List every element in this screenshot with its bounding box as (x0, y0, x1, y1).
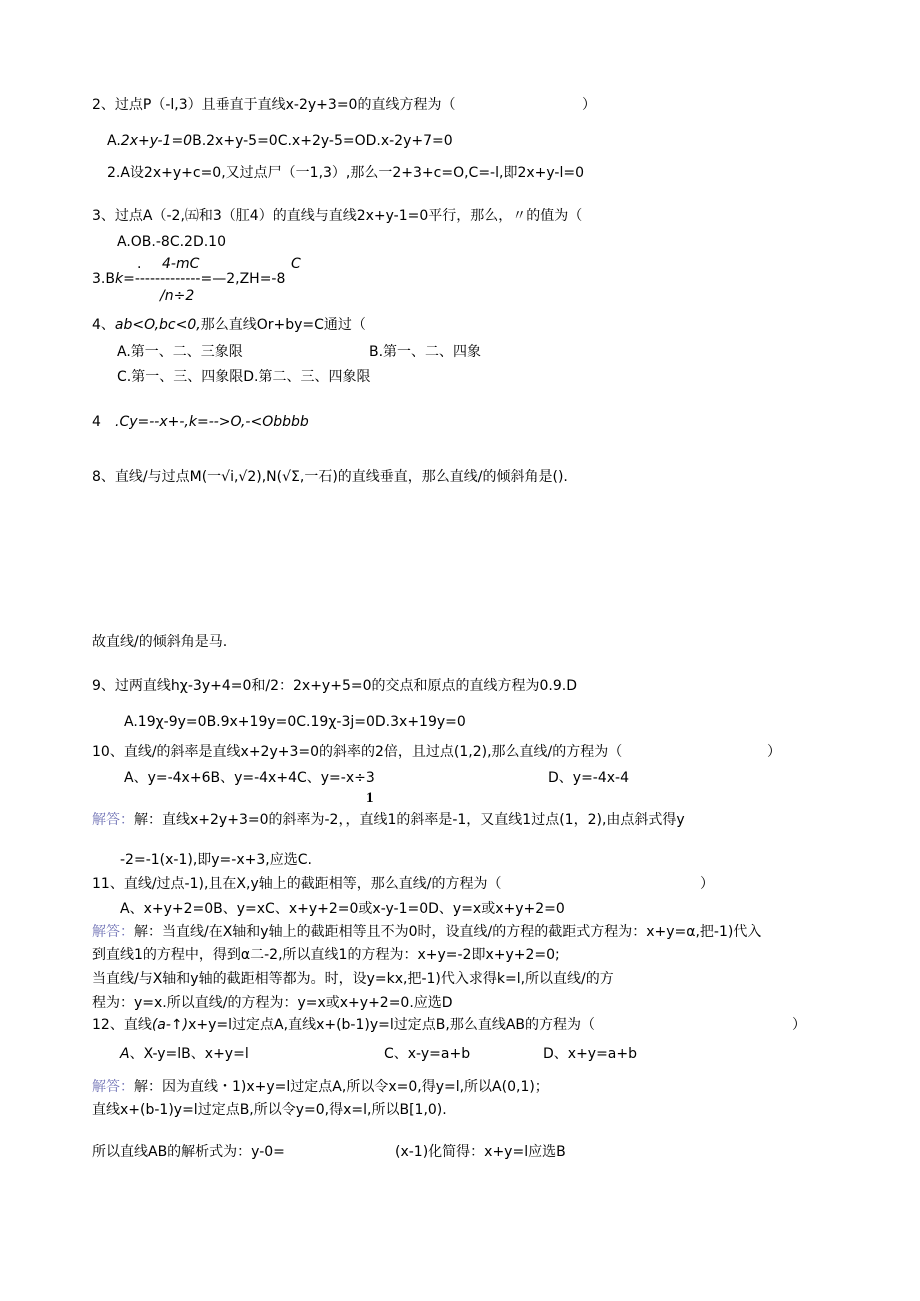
q3-solution-dot: . (137, 256, 142, 272)
q10-solution-text: 解：直线x+2y+3=0的斜率为-2，，直线1的斜率是-1，又直线1过点(1，2),由点斜式得y (134, 812, 685, 828)
q12-solution-line2: 直线x+(b-1)y=l过定点B,所以令y=0,得x=l,所以B[1,0). (92, 1102, 447, 1118)
q11-options: A、x+y+2=0B、y=xC、x+y+2=0或x-y-1=0D、y=x或x+y+2=0 (120, 901, 565, 917)
q11-solution-line1 (92, 923, 761, 941)
q3-solution-main (92, 270, 285, 288)
q2-text: 2、过点P（-l,3）且垂直于直线x-2y+3=0的直线方程为（ (92, 97, 456, 113)
q4-solution-number: 4 (92, 414, 101, 430)
q3-solution-prefix: 3.B (92, 271, 115, 287)
q4-solution: .Cy=--x+-,k=-->O,-<Obbbb (115, 414, 309, 430)
q10-solution-label: 解答： (92, 812, 134, 828)
q3-text: 3、过点A（-2,㈤和3（肛4）的直线与直线2x+y-1=0平行，那么，〃的值为（ (92, 208, 583, 224)
q4-rest: 那么直线Or+by=C通过（ (200, 317, 366, 333)
q3-solution-denominator: /n÷2 (160, 288, 195, 304)
q10-solution-cont: -2=-1(x-1),即y=-x+3,应选C. (120, 852, 312, 868)
q3-options: A.OB.-8C.2D.10 (117, 234, 226, 250)
q12-option-a-letter: A (120, 1046, 130, 1062)
q12-italic: (a-↑) (151, 1017, 189, 1033)
q10-close-paren: ） (767, 744, 781, 760)
q2-options (107, 132, 453, 150)
q4-option-a: A.第一、二、三象限 (117, 344, 243, 360)
q12-solution-line1 (92, 1078, 549, 1096)
q3-solution-numerator: 4-mC (162, 256, 200, 272)
q4-text (92, 316, 366, 334)
q9-text: 9、过两直线hχ-3y+4=0和/2：2x+y+5=0的交点和原点的直线方程为0.9.D (92, 678, 577, 694)
q10-bold-one: 1 (366, 790, 374, 806)
q3-solution-c: C (291, 256, 301, 272)
q2-option-a-formula: 2x+y-1=0 (120, 133, 193, 149)
q12-solution-label: 解答： (92, 1079, 134, 1095)
q10-solution (92, 811, 685, 829)
q3-solution-k: k= (114, 271, 135, 287)
q9-options: A.19χ-9y=0B.9x+19y=0C.19χ-3j=0D.3x+19y=0 (124, 714, 466, 730)
q4-condition: ab<O,bc<0, (114, 317, 201, 333)
q2-options-rest: B.2x+y-5=0C.x+2y-5=OD.x-2y+7=0 (192, 133, 453, 149)
q2-option-a-label: A. (107, 133, 121, 149)
q11-solution-line3: 当直线/与X轴和y轴的截距相等都为。时，设y=kx,把-1)代入求得k=l,所以直线/的方 (92, 971, 614, 987)
q12-solution-line3-left: 所以直线AB的解析式为：y-0= (92, 1144, 285, 1160)
q12-close-paren: ） (792, 1017, 806, 1033)
q11-solution-label: 解答： (92, 924, 134, 940)
q4-prefix: 4、 (92, 317, 115, 333)
q11-solution-line4: 程为：y=x.所以直线/的方程为：y=x或x+y+2=0.应选D (92, 995, 453, 1011)
q11-close-paren: ） (700, 876, 714, 892)
q12-options-ab-text: 、X-y=lB、x+y=l (129, 1046, 249, 1062)
q12-solution-line3-right: (x-1)化简得：x+y=l应选B (395, 1144, 566, 1160)
q12-text (92, 1016, 595, 1034)
q3-solution-rest: -------------=—2,ZH=-8 (134, 271, 286, 287)
q12-options-ab (120, 1045, 249, 1063)
q10-options-abc: A、y=-4x+6B、y=-4x+4C、y=-x÷3 (124, 770, 375, 786)
q4-options-cd: C.第一、三、四象限D.第二、三、四象限 (117, 369, 371, 385)
q11-text: 11、直线/过点-1),且在X,y轴上的截距相等，那么直线/的方程为（ (92, 876, 502, 892)
q12-rest: x+y=l过定点A,直线x+(b-1)y=l过定点B,那么直线AB的方程为（ (188, 1017, 595, 1033)
q12-prefix: 12、直线 (92, 1017, 152, 1033)
q12-option-d: D、x+y=a+b (543, 1046, 638, 1062)
q11-solution-line2: 到直线1的方程中，得到α二-2,所以直线1的方程为：x+y=-2即x+y+2=0; (92, 947, 560, 963)
q8-solution: 故直线/的倾斜角是马. (92, 634, 228, 650)
q8-text: 8、直线/与过点M(一√i,√2),N(√Σ,一石)的直线垂直，那么直线/的倾斜角是(). (92, 469, 568, 485)
q10-text: 10、直线/的斜率是直线x+2y+3=0的斜率的2倍，且过点(1,2),那么直线/的方程为（ (92, 744, 623, 760)
q2-close-paren: ） (582, 97, 596, 113)
q11-solution-text: 解：当直线/在X轴和y轴上的截距相等且不为0时，设直线/的方程的截距式方程为：x+y=α,把-1)代入 (134, 924, 762, 940)
q12-option-c: C、x-y=a+b (384, 1046, 471, 1062)
q2-solution: 2.A设2x+y+c=0,又过点尸（一1,3）,那么一2+3+c=O,C=-l,即2x+y-l=0 (107, 165, 584, 181)
q12-solution-text: 解：因为直线・1)x+y=l过定点A,所以令x=0,得y=l,所以A(0,1)； (134, 1079, 549, 1095)
q4-option-b: B.第一、二、四象 (369, 344, 482, 360)
q10-option-d: D、y=-4x-4 (548, 770, 629, 786)
